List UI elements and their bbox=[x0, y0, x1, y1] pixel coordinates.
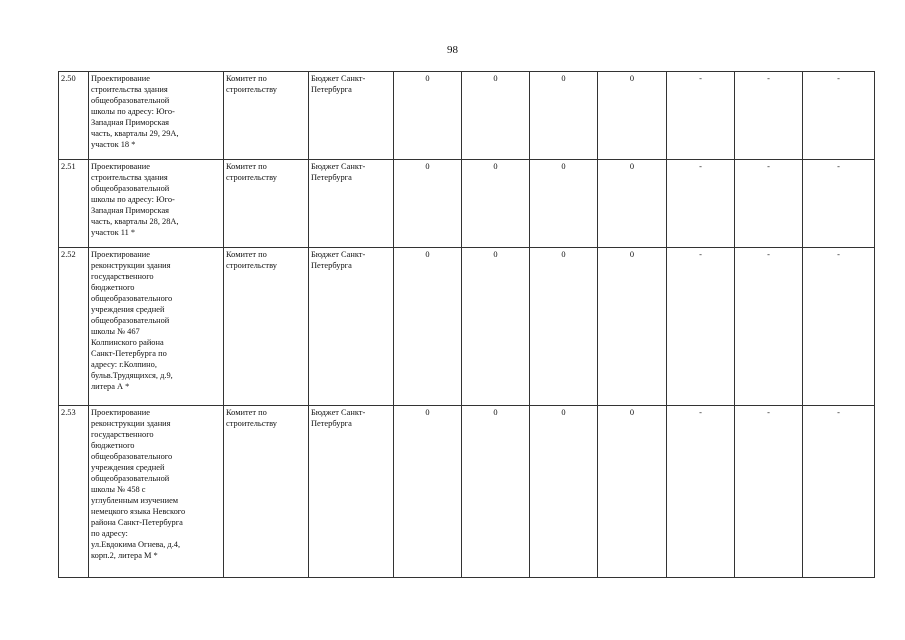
row-description: Проектирование строительства здания общеобразовательной школы по адресу: Юго- Западная Приморская часть, кварталы 28, 28А, участок 11 * bbox=[89, 160, 224, 248]
table-row bbox=[59, 406, 875, 578]
table-row bbox=[59, 72, 875, 160]
row-description: Проектирование реконструкции здания государственного бюджетного общеобразовательного учреждения средней общеобразовательной школы № 467 Колпинского района Санкт-Петербурга по адресу: г.Колпино, бульв.Трудящихся, д.9, литера А * bbox=[89, 248, 224, 406]
row-funding-source: Бюджет Санкт- Петербурга bbox=[309, 160, 394, 248]
row-value-cell: 0 bbox=[394, 160, 462, 248]
row-executor: Комитет по строительству bbox=[224, 406, 309, 578]
row-value-cell: 0 bbox=[530, 160, 598, 248]
row-funding-source: Бюджет Санкт- Петербурга bbox=[309, 72, 394, 160]
table-row bbox=[59, 160, 875, 248]
row-description: Проектирование реконструкции здания государственного бюджетного общеобразовательного учреждения средней общеобразовательной школы № 458 с углубленным изучением немецкого языка Невского района Санкт-Петербурга по адресу: ул.Евдокима Огнева, д.4, корп.2, литера М * bbox=[89, 406, 224, 578]
row-value-cell: - bbox=[803, 248, 875, 406]
row-value-cell: 0 bbox=[394, 72, 462, 160]
row-value-cell: - bbox=[667, 248, 735, 406]
row-number: 2.51 bbox=[59, 160, 89, 248]
row-funding-source: Бюджет Санкт- Петербурга bbox=[309, 248, 394, 406]
row-funding-source: Бюджет Санкт- Петербурга bbox=[309, 406, 394, 578]
row-number: 2.50 bbox=[59, 72, 89, 160]
program-table bbox=[58, 71, 875, 578]
row-value-cell: - bbox=[803, 406, 875, 578]
row-value-cell: 0 bbox=[462, 72, 530, 160]
row-number: 2.52 bbox=[59, 248, 89, 406]
row-value-cell: - bbox=[735, 72, 803, 160]
row-value-cell: 0 bbox=[462, 160, 530, 248]
row-value-cell: 0 bbox=[598, 406, 667, 578]
row-value-cell: 0 bbox=[598, 248, 667, 406]
row-executor: Комитет по строительству bbox=[224, 160, 309, 248]
row-value-cell: - bbox=[667, 72, 735, 160]
row-value-cell: 0 bbox=[598, 160, 667, 248]
row-value-cell: 0 bbox=[394, 406, 462, 578]
table-body bbox=[59, 72, 875, 578]
row-value-cell: - bbox=[735, 248, 803, 406]
row-value-cell: 0 bbox=[598, 72, 667, 160]
row-value-cell: - bbox=[735, 406, 803, 578]
row-value-cell: 0 bbox=[462, 248, 530, 406]
row-number: 2.53 bbox=[59, 406, 89, 578]
row-executor: Комитет по строительству bbox=[224, 72, 309, 160]
row-value-cell: 0 bbox=[530, 406, 598, 578]
row-value-cell: - bbox=[803, 72, 875, 160]
row-description: Проектирование строительства здания общеобразовательной школы по адресу: Юго- Западная Приморская часть, кварталы 29, 29А, участок 18 * bbox=[89, 72, 224, 160]
row-value-cell: 0 bbox=[462, 406, 530, 578]
table-row bbox=[59, 248, 875, 406]
row-value-cell: - bbox=[667, 406, 735, 578]
row-value-cell: - bbox=[803, 160, 875, 248]
row-value-cell: - bbox=[735, 160, 803, 248]
row-value-cell: - bbox=[667, 160, 735, 248]
row-value-cell: 0 bbox=[530, 72, 598, 160]
row-executor: Комитет по строительству bbox=[224, 248, 309, 406]
page-number: 98 bbox=[447, 44, 458, 56]
row-value-cell: 0 bbox=[394, 248, 462, 406]
row-value-cell: 0 bbox=[530, 248, 598, 406]
